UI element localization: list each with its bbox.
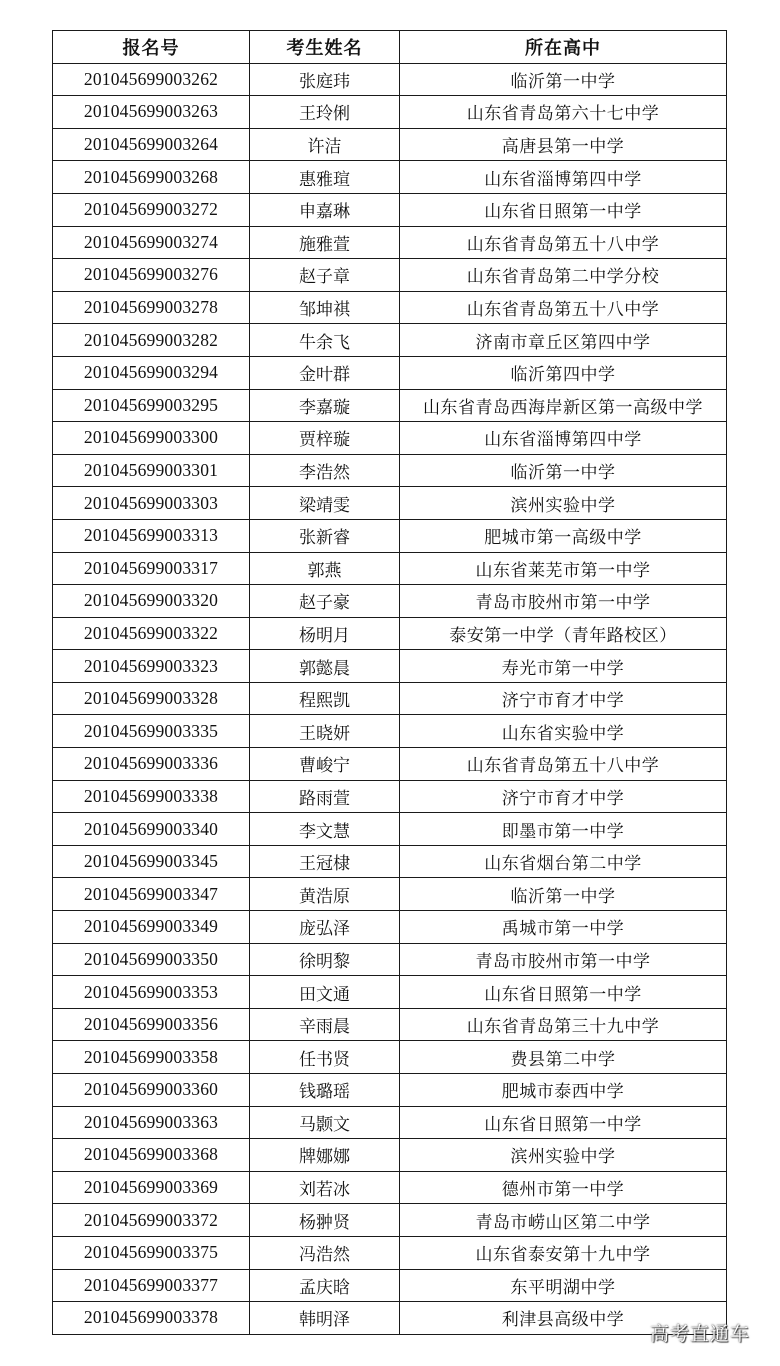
cell-high-school: 临沂第一中学 [400, 878, 727, 911]
cell-candidate-name: 金叶群 [250, 356, 400, 389]
cell-high-school: 山东省泰安第十九中学 [400, 1236, 727, 1269]
header-high-school: 所在高中 [400, 31, 727, 64]
cell-candidate-name: 贾梓璇 [250, 422, 400, 455]
table-body [53, 63, 727, 1334]
cell-candidate-name: 牛余飞 [250, 324, 400, 357]
cell-high-school: 临沂第四中学 [400, 356, 727, 389]
table-row [53, 356, 727, 389]
cell-candidate-name: 辛雨晨 [250, 1008, 400, 1041]
cell-high-school: 山东省烟台第二中学 [400, 845, 727, 878]
cell-candidate-name: 马颢文 [250, 1106, 400, 1139]
cell-high-school: 山东省青岛西海岸新区第一高级中学 [400, 389, 727, 422]
cell-registration-number: 201045699003317 [53, 552, 250, 585]
table-row [53, 96, 727, 129]
cell-registration-number: 201045699003369 [53, 1171, 250, 1204]
cell-high-school: 山东省青岛第六十七中学 [400, 96, 727, 129]
table-row [53, 1236, 727, 1269]
table-row [53, 682, 727, 715]
cell-registration-number: 201045699003349 [53, 911, 250, 944]
cell-high-school: 寿光市第一中学 [400, 650, 727, 683]
cell-candidate-name: 任书贤 [250, 1041, 400, 1074]
cell-candidate-name: 冯浩然 [250, 1236, 400, 1269]
cell-high-school: 禹城市第一中学 [400, 911, 727, 944]
cell-registration-number: 201045699003264 [53, 128, 250, 161]
cell-candidate-name: 许洁 [250, 128, 400, 161]
cell-candidate-name: 王玲俐 [250, 96, 400, 129]
cell-registration-number: 201045699003356 [53, 1008, 250, 1041]
cell-candidate-name: 田文通 [250, 976, 400, 1009]
cell-registration-number: 201045699003360 [53, 1074, 250, 1107]
cell-candidate-name: 王晓妍 [250, 715, 400, 748]
cell-registration-number: 201045699003300 [53, 422, 250, 455]
cell-candidate-name: 刘若冰 [250, 1171, 400, 1204]
cell-candidate-name: 孟庆晗 [250, 1269, 400, 1302]
table-row [53, 193, 727, 226]
table-row [53, 1171, 727, 1204]
table-row [53, 161, 727, 194]
cell-candidate-name: 李嘉璇 [250, 389, 400, 422]
table-row [53, 128, 727, 161]
cell-registration-number: 201045699003350 [53, 943, 250, 976]
cell-high-school: 高唐县第一中学 [400, 128, 727, 161]
cell-registration-number: 201045699003375 [53, 1236, 250, 1269]
cell-candidate-name: 庞弘泽 [250, 911, 400, 944]
watermark-text: 高考直通车 [649, 1323, 750, 1345]
cell-registration-number: 201045699003278 [53, 291, 250, 324]
cell-high-school: 山东省莱芜市第一中学 [400, 552, 727, 585]
table-row [53, 813, 727, 846]
admission-list-table [52, 30, 727, 1335]
cell-candidate-name: 程熙凯 [250, 682, 400, 715]
cell-candidate-name: 王冠棣 [250, 845, 400, 878]
cell-candidate-name: 韩明泽 [250, 1302, 400, 1335]
table-row [53, 1106, 727, 1139]
cell-high-school: 德州市第一中学 [400, 1171, 727, 1204]
table-row [53, 1041, 727, 1074]
cell-high-school: 肥城市泰西中学 [400, 1074, 727, 1107]
cell-candidate-name: 李文慧 [250, 813, 400, 846]
cell-registration-number: 201045699003353 [53, 976, 250, 1009]
table-row [53, 943, 727, 976]
table-row [53, 650, 727, 683]
cell-high-school: 山东省青岛第二中学分校 [400, 259, 727, 292]
table-row [53, 291, 727, 324]
cell-candidate-name: 李浩然 [250, 454, 400, 487]
cell-high-school: 山东省青岛第五十八中学 [400, 748, 727, 781]
cell-high-school: 滨州实验中学 [400, 1139, 727, 1172]
cell-registration-number: 201045699003323 [53, 650, 250, 683]
table-row [53, 389, 727, 422]
cell-high-school: 青岛市胶州市第一中学 [400, 585, 727, 618]
cell-high-school: 青岛市崂山区第二中学 [400, 1204, 727, 1237]
cell-high-school: 山东省实验中学 [400, 715, 727, 748]
cell-registration-number: 201045699003368 [53, 1139, 250, 1172]
cell-candidate-name: 曹峻宁 [250, 748, 400, 781]
cell-candidate-name: 邹坤祺 [250, 291, 400, 324]
cell-high-school: 青岛市胶州市第一中学 [400, 943, 727, 976]
cell-high-school: 即墨市第一中学 [400, 813, 727, 846]
cell-registration-number: 201045699003377 [53, 1269, 250, 1302]
cell-candidate-name: 牌娜娜 [250, 1139, 400, 1172]
cell-high-school: 山东省日照第一中学 [400, 193, 727, 226]
cell-registration-number: 201045699003301 [53, 454, 250, 487]
cell-registration-number: 201045699003328 [53, 682, 250, 715]
admission-list-sheet [52, 30, 726, 1335]
cell-registration-number: 201045699003363 [53, 1106, 250, 1139]
cell-candidate-name: 路雨萱 [250, 780, 400, 813]
table-header-row [53, 31, 727, 64]
cell-registration-number: 201045699003335 [53, 715, 250, 748]
cell-high-school: 山东省淄博第四中学 [400, 422, 727, 455]
table-row [53, 259, 727, 292]
table-row [53, 324, 727, 357]
cell-candidate-name: 惠雅瑄 [250, 161, 400, 194]
cell-candidate-name: 施雅萱 [250, 226, 400, 259]
cell-registration-number: 201045699003372 [53, 1204, 250, 1237]
header-registration-number: 报名号 [53, 31, 250, 64]
cell-candidate-name: 钱璐瑶 [250, 1074, 400, 1107]
cell-registration-number: 201045699003345 [53, 845, 250, 878]
cell-registration-number: 201045699003295 [53, 389, 250, 422]
cell-high-school: 肥城市第一高级中学 [400, 519, 727, 552]
cell-registration-number: 201045699003262 [53, 63, 250, 96]
table-row [53, 552, 727, 585]
cell-high-school: 山东省青岛第五十八中学 [400, 291, 727, 324]
table-row [53, 617, 727, 650]
cell-high-school: 山东省日照第一中学 [400, 1106, 727, 1139]
cell-registration-number: 201045699003313 [53, 519, 250, 552]
cell-registration-number: 201045699003268 [53, 161, 250, 194]
cell-registration-number: 201045699003276 [53, 259, 250, 292]
table-row [53, 976, 727, 1009]
cell-registration-number: 201045699003272 [53, 193, 250, 226]
table-row [53, 1269, 727, 1302]
table-row [53, 519, 727, 552]
table-row [53, 1204, 727, 1237]
cell-high-school: 临沂第一中学 [400, 454, 727, 487]
cell-high-school: 山东省日照第一中学 [400, 976, 727, 1009]
table-row [53, 1302, 727, 1335]
cell-candidate-name: 杨翀贤 [250, 1204, 400, 1237]
cell-high-school: 费县第二中学 [400, 1041, 727, 1074]
cell-high-school: 山东省青岛第五十八中学 [400, 226, 727, 259]
table-row [53, 226, 727, 259]
cell-high-school: 滨州实验中学 [400, 487, 727, 520]
cell-high-school: 临沂第一中学 [400, 63, 727, 96]
cell-high-school: 济宁市育才中学 [400, 780, 727, 813]
cell-high-school: 济南市章丘区第四中学 [400, 324, 727, 357]
cell-candidate-name: 赵子豪 [250, 585, 400, 618]
table-row [53, 454, 727, 487]
cell-high-school: 利津县高级中学 [400, 1302, 727, 1335]
header-candidate-name: 考生姓名 [250, 31, 400, 64]
table-row [53, 1074, 727, 1107]
cell-candidate-name: 郭燕 [250, 552, 400, 585]
table-row [53, 1008, 727, 1041]
cell-registration-number: 201045699003358 [53, 1041, 250, 1074]
table-row [53, 715, 727, 748]
table-row [53, 780, 727, 813]
cell-candidate-name: 张新睿 [250, 519, 400, 552]
table-row [53, 748, 727, 781]
cell-registration-number: 201045699003378 [53, 1302, 250, 1335]
cell-candidate-name: 张庭玮 [250, 63, 400, 96]
cell-registration-number: 201045699003263 [53, 96, 250, 129]
table-row [53, 487, 727, 520]
cell-registration-number: 201045699003340 [53, 813, 250, 846]
cell-high-school: 济宁市育才中学 [400, 682, 727, 715]
cell-registration-number: 201045699003274 [53, 226, 250, 259]
cell-registration-number: 201045699003322 [53, 617, 250, 650]
table-row [53, 422, 727, 455]
cell-candidate-name: 郭懿晨 [250, 650, 400, 683]
cell-registration-number: 201045699003336 [53, 748, 250, 781]
cell-high-school: 山东省青岛第三十九中学 [400, 1008, 727, 1041]
cell-candidate-name: 徐明黎 [250, 943, 400, 976]
cell-candidate-name: 黄浩原 [250, 878, 400, 911]
cell-high-school: 泰安第一中学（青年路校区） [400, 617, 727, 650]
cell-registration-number: 201045699003347 [53, 878, 250, 911]
cell-registration-number: 201045699003320 [53, 585, 250, 618]
table-row [53, 911, 727, 944]
cell-candidate-name: 杨明月 [250, 617, 400, 650]
table-row [53, 585, 727, 618]
table-row [53, 63, 727, 96]
cell-registration-number: 201045699003303 [53, 487, 250, 520]
cell-high-school: 山东省淄博第四中学 [400, 161, 727, 194]
cell-registration-number: 201045699003294 [53, 356, 250, 389]
cell-registration-number: 201045699003338 [53, 780, 250, 813]
cell-high-school: 东平明湖中学 [400, 1269, 727, 1302]
cell-candidate-name: 申嘉琳 [250, 193, 400, 226]
cell-registration-number: 201045699003282 [53, 324, 250, 357]
cell-candidate-name: 赵子章 [250, 259, 400, 292]
table-row [53, 1139, 727, 1172]
table-row [53, 878, 727, 911]
cell-candidate-name: 梁靖雯 [250, 487, 400, 520]
table-row [53, 845, 727, 878]
